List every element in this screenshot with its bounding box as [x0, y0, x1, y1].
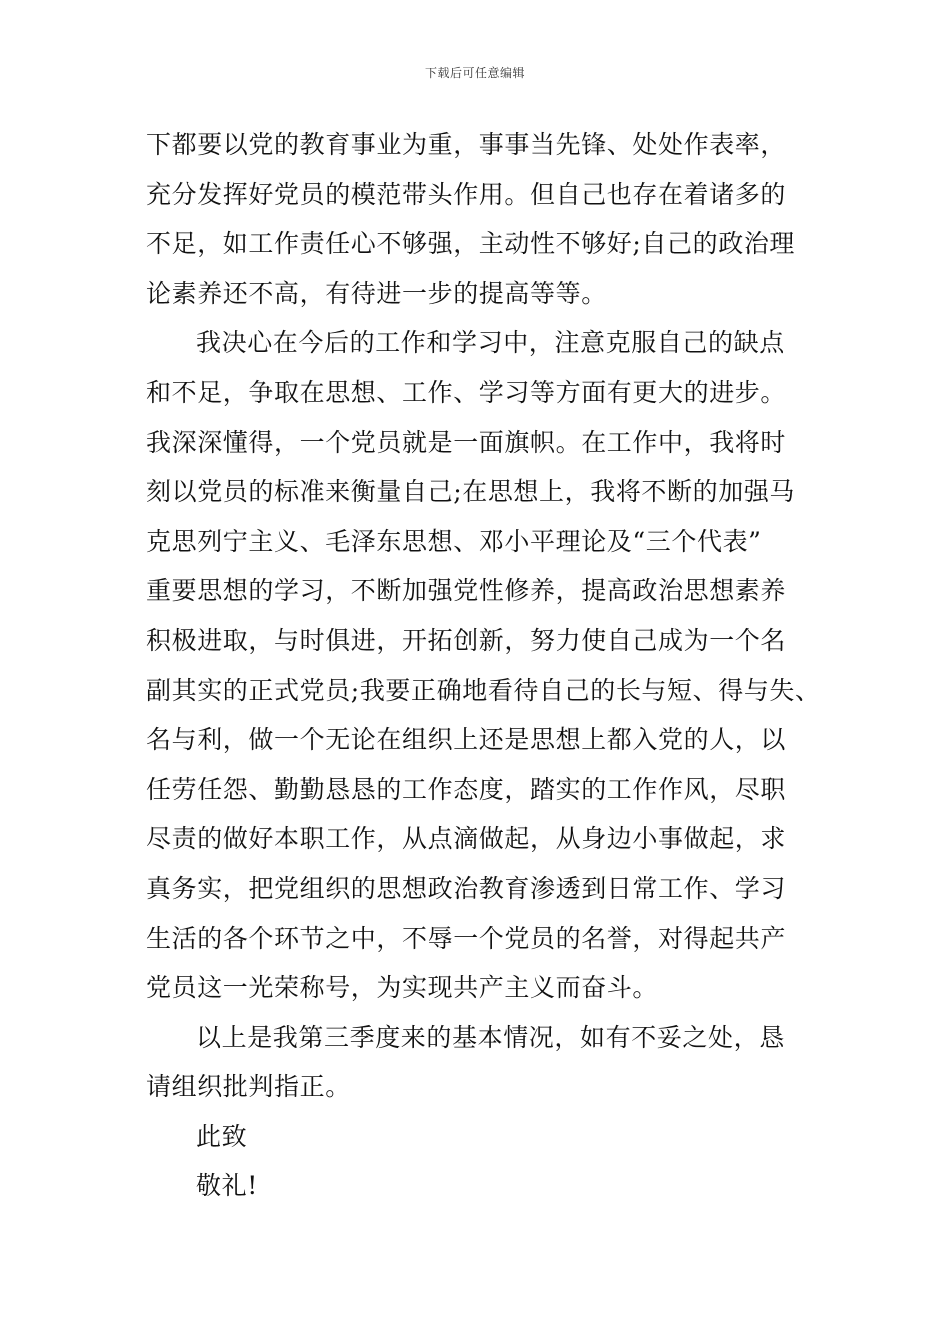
text-line: 下都要以党的教育事业为重，事事当先锋、处处作表率，: [146, 130, 787, 159]
paragraph-start-line: 以上是我第三季度来的基本情况，如有不妥之处，恳: [196, 1022, 785, 1052]
text-line: 论素养还不高，有待进一步的提高等等。: [146, 278, 607, 308]
document-body: [146, 120, 836, 1211]
text-line: 刻以党员的标准来衡量自己;在思想上，我将不断的加强马: [146, 477, 796, 507]
text-line: 尽责的做好本职工作，从点滴做起，从身边小事做起，求: [146, 824, 787, 854]
text-line: 副其实的正式党员;我要正确地看待自己的长与短、得与失、: [146, 675, 821, 705]
text-line: 生活的各个环节之中，不辱一个党员的名誉，对得起共产: [146, 923, 787, 953]
text-line: 任劳任怨、勤勤恳恳的工作态度，踏实的工作作风，尽职: [146, 774, 787, 804]
closing-salutation: 此致: [196, 1121, 248, 1151]
text-line: 和不足，争取在思想、工作、学习等方面有更大的进步。: [146, 377, 787, 407]
text-line: 真务实，把党组织的思想政治教育渗透到日常工作、学习: [146, 873, 787, 903]
text-line: 重要思想的学习，不断加强党性修养，提高政治思想素养: [146, 576, 787, 606]
text-line: 请组织批判指正。: [146, 1072, 351, 1102]
paragraph-start-line: 我决心在今后的工作和学习中，注意克服自己的缺点: [196, 328, 785, 358]
text-line: 充分发挥好党员的模范带头作用。但自己也存在着诸多的: [146, 179, 787, 209]
text-line: 克思列宁主义、毛泽东思想、邓小平理论及“三个代表”: [146, 526, 762, 556]
text-line: 我深深懂得，一个党员就是一面旗帜。在工作中，我将时: [146, 427, 787, 457]
page-header: 下载后可任意编辑: [424, 66, 525, 80]
closing-greeting: 敬礼!: [196, 1171, 258, 1201]
text-line: 积极进取，与时俱进，开拓创新，努力使自己成为一个名: [146, 625, 787, 655]
text-line: 不足，如工作责任心不够强，主动性不够好;自己的政治理: [146, 229, 796, 259]
text-line: 名与利，做一个无论在组织上还是思想上都入党的人，以: [146, 725, 787, 755]
text-line: 党员这一光荣称号，为实现共产主义而奋斗。: [146, 973, 659, 1003]
